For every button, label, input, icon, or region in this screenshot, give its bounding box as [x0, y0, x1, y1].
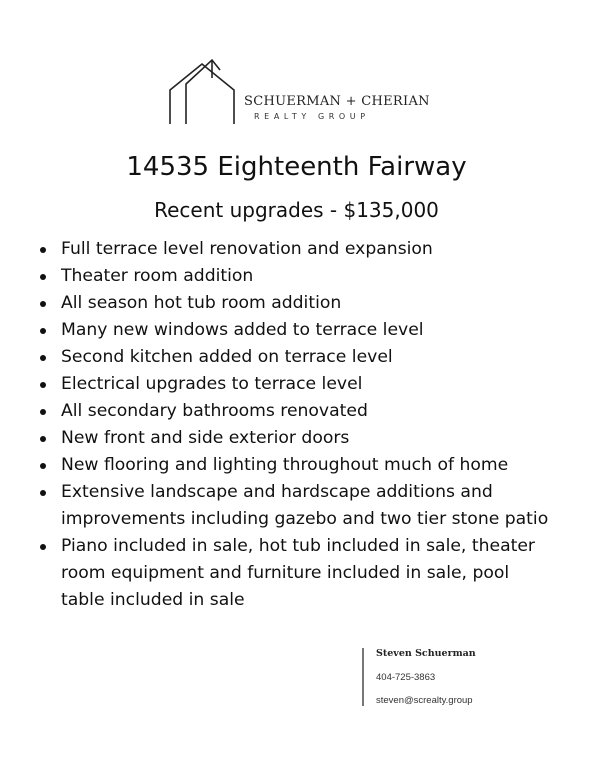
page-title: 14535 Eighteenth Fairway [126, 152, 467, 182]
bullet-icon [40, 463, 46, 469]
bullet-icon [40, 328, 46, 334]
list-item-text: New front and side exterior doors [61, 428, 350, 448]
list-item [37, 317, 557, 344]
list-item-text: Piano included in sale, hot tub included in sale, theater room equipment and furniture included in sale, pool table included in sale [61, 536, 535, 610]
bullet-icon [40, 274, 46, 280]
brand-tagline: REALTY GROUP [254, 112, 370, 121]
list-item [37, 290, 557, 317]
upgrades-list [37, 236, 557, 614]
bullet-icon [40, 301, 46, 307]
page-subtitle: Recent upgrades - $135,000 [154, 198, 439, 222]
list-item [37, 398, 557, 425]
brand-name: SCHUERMAN + CHERIAN [244, 94, 430, 109]
list-item-text: Electrical upgrades to terrace level [61, 374, 363, 394]
list-item [37, 344, 557, 371]
list-item [37, 425, 557, 452]
brand-logo [168, 58, 428, 128]
list-item-text: Full terrace level renovation and expansion [61, 239, 433, 259]
list-item-text: Theater room addition [61, 266, 254, 286]
list-item-text: Second kitchen added on terrace level [61, 347, 393, 367]
bullet-icon [40, 490, 46, 496]
list-item [37, 263, 557, 290]
list-item-text: Many new windows added to terrace level [61, 320, 424, 340]
list-item [37, 371, 557, 398]
bullet-icon [40, 544, 46, 550]
bullet-icon [40, 355, 46, 361]
contact-card [362, 648, 476, 706]
list-item [37, 533, 557, 614]
list-item [37, 452, 557, 479]
list-item-text: All season hot tub room addition [61, 293, 342, 313]
bullet-icon [40, 436, 46, 442]
contact-email: steven@screalty.group [376, 695, 473, 706]
bullet-icon [40, 382, 46, 388]
contact-name: Steven Schuerman [376, 648, 476, 659]
list-item [37, 236, 557, 263]
list-item [37, 479, 557, 533]
list-item-text: All secondary bathrooms renovated [61, 401, 368, 421]
bullet-icon [40, 247, 46, 253]
list-item-text: New flooring and lighting throughout much of home [61, 455, 509, 475]
list-item-text: Extensive landscape and hardscape additions and improvements including gazebo and two tier stone patio [61, 482, 549, 529]
house-outline-icon [168, 58, 240, 128]
contact-phone: 404-725-3863 [376, 672, 436, 683]
bullet-icon [40, 409, 46, 415]
